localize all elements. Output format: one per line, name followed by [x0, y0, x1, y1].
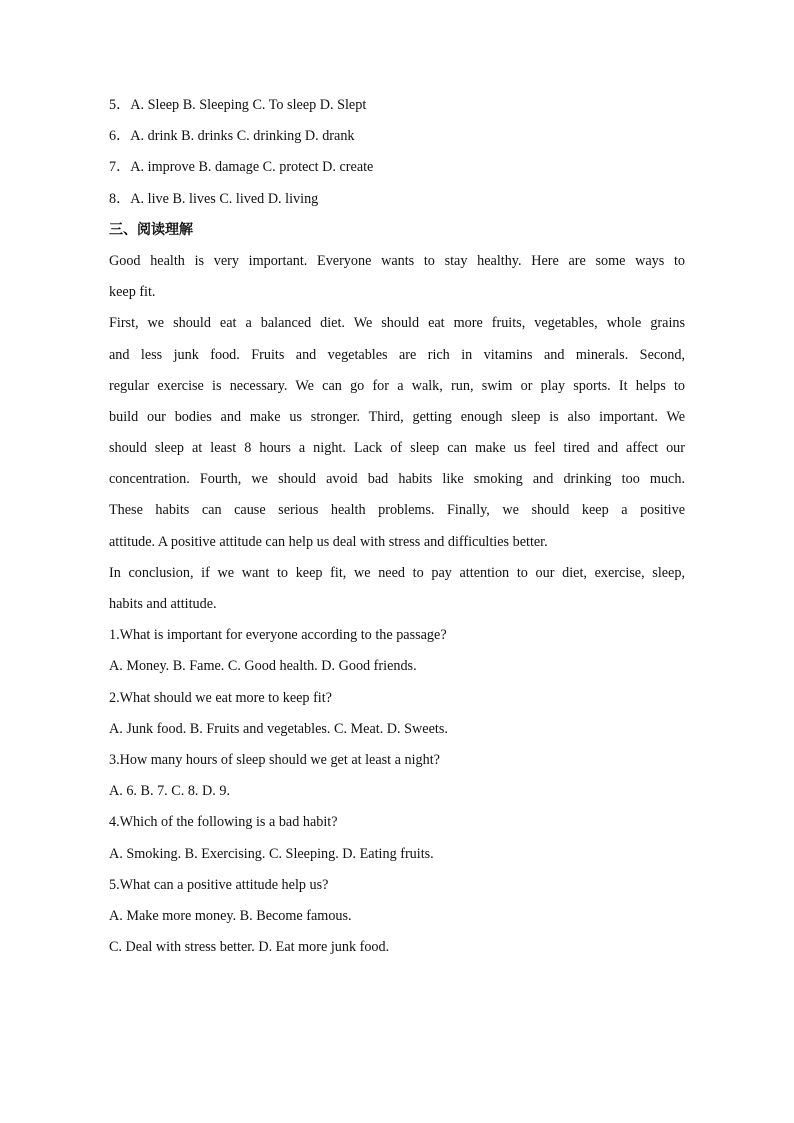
- vocab-option-line: 7．A. improve B. damage C. protect D. create: [109, 159, 374, 176]
- passage-line: In conclusion, if we want to keep fit, we need to pay attention to our diet, exercise, sleep,: [109, 564, 685, 581]
- question-options: A. Make more money. B. Become famous.: [109, 907, 352, 924]
- section-heading: 三、阅读理解: [109, 221, 193, 238]
- question-text: 3.How many hours of sleep should we get at least a night?: [109, 751, 440, 768]
- document-page: [109, 94, 685, 967]
- passage-line: concentration. Fourth, we should avoid bad habits like smoking and drinking too much.: [109, 471, 685, 488]
- passage-line: regular exercise is necessary. We can go for a walk, run, swim or play sports. It helps to: [109, 377, 685, 394]
- passage-line: Good health is very important. Everyone wants to stay healthy. Here are some ways to: [109, 252, 685, 269]
- vocab-options-list: [109, 94, 685, 219]
- passage-line: First, we should eat a balanced diet. We should eat more fruits, vegetables, whole grains: [109, 315, 685, 332]
- passage-line: These habits can cause serious health problems. Finally, we should keep a positive: [109, 502, 685, 519]
- passage-line: keep fit.: [109, 284, 156, 301]
- passage-line: should sleep at least 8 hours a night. Lack of sleep can make us feel tired and affect our: [109, 440, 685, 457]
- vocab-option-line: 6．A. drink B. drinks C. drinking D. drank: [109, 128, 355, 145]
- question-text: 1.What is important for everyone according to the passage?: [109, 627, 447, 644]
- vocab-option-line: 5．A. Sleep B. Sleeping C. To sleep D. Slept: [109, 97, 367, 113]
- question-options: C. Deal with stress better. D. Eat more junk food.: [109, 939, 390, 956]
- question-options: A. Junk food. B. Fruits and vegetables. C. Meat. D. Sweets.: [109, 720, 448, 737]
- comprehension-questions: [109, 624, 685, 967]
- question-text: 4.Which of the following is a bad habit?: [109, 814, 338, 831]
- question-options: A. Smoking. B. Exercising. C. Sleeping. D. Eating fruits.: [109, 845, 434, 862]
- passage-line: habits and attitude.: [109, 596, 217, 612]
- question-text: 2.What should we eat more to keep fit?: [109, 689, 332, 706]
- passage-line: attitude. A positive attitude can help us deal with stress and difficulties better.: [109, 533, 548, 550]
- question-options: A. Money. B. Fame. C. Good health. D. Good friends.: [109, 658, 417, 675]
- question-options: A. 6. B. 7. C. 8. D. 9.: [109, 783, 230, 800]
- reading-passage: [109, 250, 685, 624]
- vocab-option-line: 8．A. live B. lives C. lived D. living: [109, 190, 319, 207]
- question-text: 5.What can a positive attitude help us?: [109, 876, 329, 893]
- passage-line: and less junk food. Fruits and vegetables are rich in vitamins and minerals. Second,: [109, 346, 685, 363]
- passage-line: build our bodies and make us stronger. Third, getting enough sleep is also important. We: [109, 408, 685, 425]
